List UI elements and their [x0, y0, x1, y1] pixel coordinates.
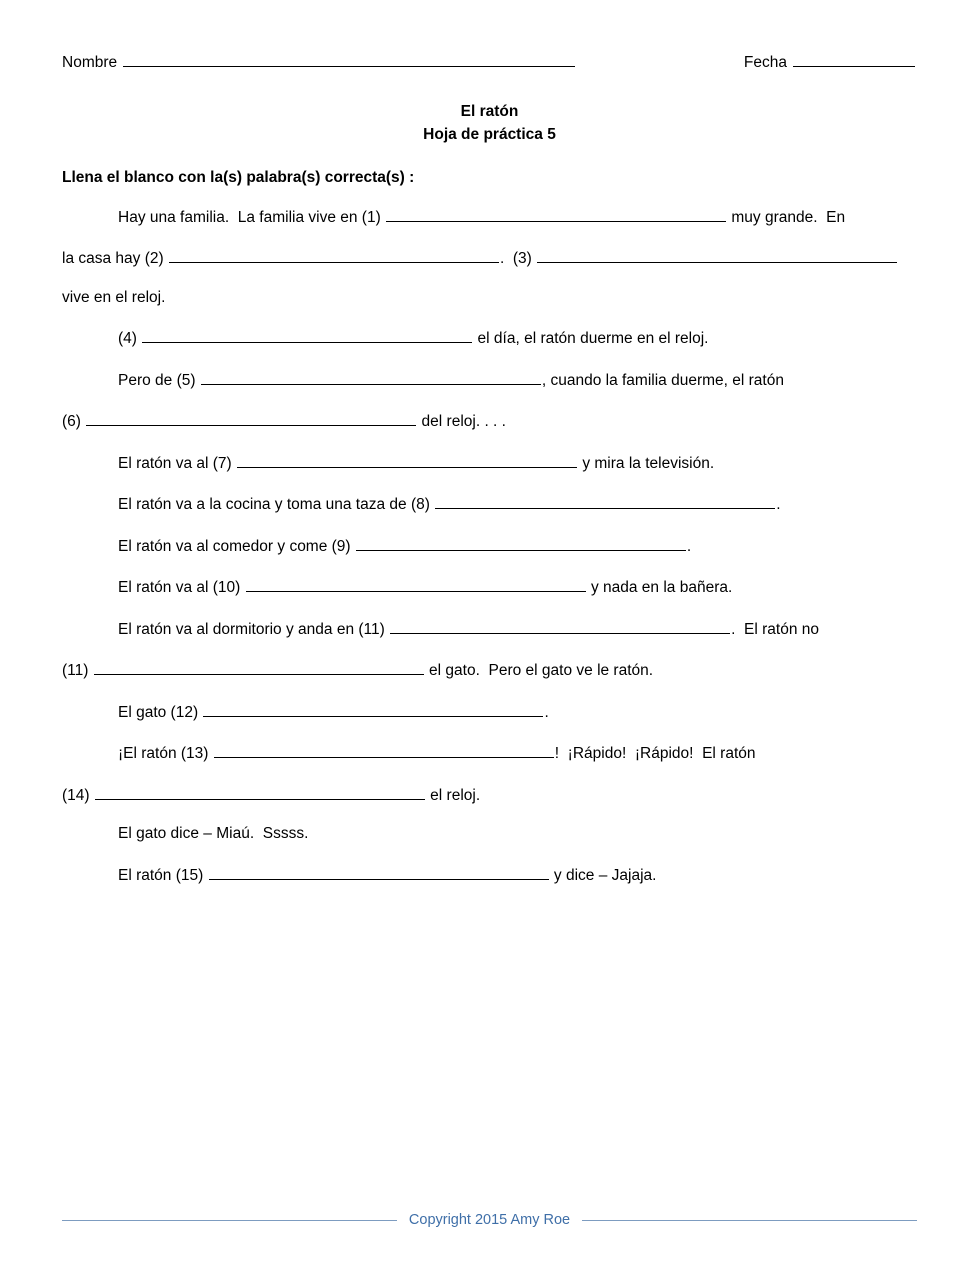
sentence-1-line-3: [62, 290, 917, 306]
sentence-13-text-a: ¡El ratón (13): [118, 745, 213, 762]
answer-blank-13[interactable]: [214, 743, 554, 758]
date-blank[interactable]: [793, 52, 915, 67]
sentence-15-line: [62, 865, 917, 884]
sentence-11-line-1: [62, 619, 917, 638]
answer-blank-6[interactable]: [86, 411, 416, 426]
sentence-12-text-b: .: [544, 703, 549, 721]
copyright-text: Copyright 2015 Amy Roe: [408, 1212, 571, 1228]
answer-blank-9[interactable]: [356, 536, 686, 551]
answer-blank-2[interactable]: [169, 248, 499, 263]
cat-says-line: [62, 826, 917, 842]
sentence-12-text-a: El gato (12): [118, 703, 203, 721]
answer-blank-7[interactable]: [237, 453, 577, 468]
sentence-2-text-a: la casa hay (2): [62, 250, 168, 267]
sentence-13-line: [62, 743, 917, 762]
sentence-7-text-a: El ratón va al (7): [118, 454, 237, 472]
answer-blank-3[interactable]: [537, 248, 897, 263]
sentence-1-line-1: [62, 207, 917, 226]
sentence-4-line: [62, 328, 917, 347]
footer-rule-left: [62, 1220, 397, 1221]
sentence-15-text-a: El ratón (15): [118, 866, 208, 884]
sentence-4-text-a: (4): [118, 330, 142, 347]
title-line-2: Hoja de práctica 5: [423, 126, 556, 144]
sentence-1-text-a: Hay una familia. La familia vive en (1): [118, 208, 386, 226]
answer-blank-11b[interactable]: [94, 660, 424, 675]
date-field-group: [744, 52, 915, 72]
sentence-7-text-b: y mira la televisión.: [578, 454, 715, 472]
sentence-11b-text-a: (11): [62, 662, 93, 679]
sentence-8-line: [62, 494, 917, 513]
sentence-9-text-b: .: [686, 537, 692, 555]
title-line-1: El ratón: [460, 103, 519, 120]
sentence-1-line-2: [62, 248, 917, 267]
sentence-11-text-b: . El ratón no: [731, 620, 819, 638]
footer-rule-right: [582, 1220, 917, 1221]
sentence-11b-text-b: el gato. Pero el gato ve le ratón.: [424, 662, 654, 679]
sentence-13-text-b: ! ¡Rápido! ¡Rápido! El ratón: [554, 745, 756, 762]
answer-blank-15[interactable]: [209, 865, 549, 880]
answer-blank-8[interactable]: [435, 494, 775, 509]
sentence-10-line: [62, 577, 917, 596]
answer-blank-14[interactable]: [95, 785, 425, 800]
sentence-10-text-a: El ratón va al (10): [118, 579, 245, 596]
sentence-14-line: [62, 785, 917, 804]
sentence-9-text-a: El ratón va al comedor y come (9): [118, 537, 355, 555]
answer-blank-11a[interactable]: [390, 619, 730, 634]
sentence-9-line: [62, 536, 917, 555]
footer: [62, 1212, 917, 1228]
answer-blank-4[interactable]: [142, 328, 472, 343]
header-row: [62, 52, 917, 72]
answer-blank-1[interactable]: [386, 207, 726, 222]
sentence-12-line: [62, 702, 917, 721]
answer-blank-12[interactable]: [203, 702, 543, 717]
sentence-8-text-a: El ratón va a la cocina y toma una taza de (8): [118, 496, 435, 513]
sentence-3-text-b: vive en el reloj.: [62, 288, 166, 306]
page-title: [62, 100, 917, 147]
date-label: Fecha: [743, 54, 787, 71]
sentence-14-text-b: el reloj.: [425, 786, 481, 804]
sentence-6-line: [62, 411, 917, 430]
sentence-8-text-b: .: [776, 496, 781, 513]
sentence-10-text-b: y nada en la bañera.: [586, 579, 733, 596]
sentence-11-text-a: El ratón va al dormitorio y anda en (11): [118, 620, 390, 638]
answer-blank-5[interactable]: [201, 370, 541, 385]
sentence-11-line-2: [62, 660, 917, 679]
name-blank[interactable]: [123, 52, 575, 67]
sentence-7-line: [62, 453, 917, 472]
sentence-6-text-a: (6): [62, 413, 86, 430]
sentence-5-text-a: Pero de (5): [118, 371, 200, 389]
sentence-14-text-a: (14): [62, 786, 94, 804]
sentence-4-text-b: el día, el ratón duerme en el reloj.: [473, 330, 709, 347]
cat-says-text: El gato dice – Miaú. Sssss.: [118, 825, 309, 842]
sentence-1-text-b: muy grande. En: [727, 208, 846, 226]
sentence-5-line: [62, 370, 917, 389]
name-field-group: [62, 52, 575, 72]
sentence-6-text-b: del reloj. . . .: [417, 413, 506, 430]
sentence-3-text-a: . (3): [499, 250, 537, 267]
name-label: Nombre: [62, 54, 118, 71]
instructions: Llena el blanco con la(s) palabra(s) correcta(s) :: [62, 168, 415, 186]
sentence-5-text-b: , cuando la familia duerme, el ratón: [541, 371, 784, 389]
answer-blank-10[interactable]: [246, 577, 586, 592]
sentence-15-text-b: y dice – Jajaja.: [549, 866, 657, 884]
